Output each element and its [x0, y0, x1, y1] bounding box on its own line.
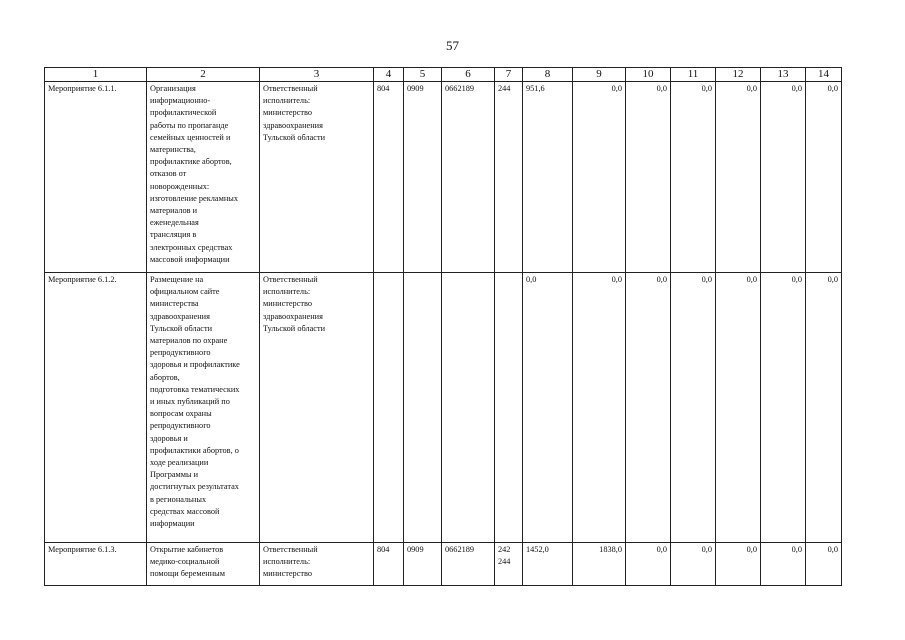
cell-line: информационно- [150, 96, 211, 106]
event-cell: Мероприятие 6.1.1. [45, 82, 147, 273]
cell-c13: 0,0 [761, 543, 806, 586]
cell-c5: 0909 [404, 82, 442, 273]
cell-c9: 0,0 [573, 273, 626, 543]
cell-line: Ответственный [263, 275, 318, 284]
executor-cell [260, 543, 374, 586]
col-header: 14 [806, 68, 842, 82]
cell-line: ходе реализации [150, 458, 209, 468]
cell-c9: 1838,0 [573, 543, 626, 586]
cell-c8: 1452,0 [523, 543, 573, 586]
cell-line: абортов, [150, 372, 180, 382]
cell-line: отказов от [150, 169, 187, 179]
cell-line: еженедельная [150, 218, 199, 228]
cell-line: Тульской области [263, 132, 326, 142]
cell-line: новорожденных: [150, 181, 210, 191]
table-row [45, 543, 842, 586]
col-header: 5 [404, 68, 442, 82]
cell-c12: 0,0 [716, 273, 761, 543]
cell-line: профилактике абортов, [150, 157, 232, 167]
cell-c4 [374, 273, 404, 543]
cell-line: официальном сайте [150, 287, 220, 297]
cell-line: репродуктивного [150, 348, 211, 358]
cell-line: Размещение на [150, 275, 204, 284]
cell-line: достигнутых результатах [150, 482, 239, 492]
cell-c11: 0,0 [671, 273, 716, 543]
cell-line: Тульской области [150, 323, 213, 333]
cell-line: репродуктивного [150, 421, 211, 431]
cell-line: Программы и [150, 470, 199, 480]
table-row [45, 82, 842, 273]
cell-c5: 0909 [404, 543, 442, 586]
cell-c10: 0,0 [626, 543, 671, 586]
cell-line: исполнитель: [263, 287, 311, 297]
cell-line: Ответственный [263, 84, 318, 93]
cell-line: электронных средствах [150, 242, 233, 252]
cell-line: и иных публикаций по [150, 397, 230, 407]
cell-c14: 0,0 [806, 82, 842, 273]
cell-c14: 0,0 [806, 543, 842, 586]
cell-line: подготовка тематических [150, 384, 240, 394]
cell-line: здоровья и [150, 433, 188, 443]
cell-line: трансляция в [150, 230, 197, 240]
page-number: 57 [446, 38, 459, 53]
cell-c9: 0,0 [573, 82, 626, 273]
cell-c6: 0662189 [442, 543, 495, 586]
col-header: 4 [374, 68, 404, 82]
cell-line: информации [150, 519, 195, 529]
col-header: 7 [495, 68, 523, 82]
cell-c5 [404, 273, 442, 543]
cell-line: исполнитель: [263, 557, 311, 567]
cell-line: министерства [150, 299, 199, 309]
cell-line: 242 [498, 545, 511, 554]
col-header: 1 [45, 68, 147, 82]
cell-line: массовой информации [150, 254, 230, 264]
cell-line: министерство [263, 569, 313, 579]
cell-line: средствах массовой [150, 506, 220, 516]
col-header: 2 [147, 68, 260, 82]
col-header: 9 [573, 68, 626, 82]
cell-line: профилактической [150, 108, 217, 118]
table-row [45, 273, 842, 543]
col-header: 3 [260, 68, 374, 82]
cell-c13: 0,0 [761, 82, 806, 273]
cell-c8: 0,0 [523, 273, 573, 543]
header-row [45, 68, 842, 82]
event-name-cell [147, 273, 260, 543]
cell-line: Тульской области [263, 323, 326, 333]
col-header: 11 [671, 68, 716, 82]
cell-c10: 0,0 [626, 273, 671, 543]
cell-line: материнства, [150, 145, 196, 155]
cell-line: Ответственный [263, 545, 318, 554]
cell-line: вопросам охраны [150, 409, 212, 419]
cell-line: помощи беременным [150, 569, 225, 579]
cell-c7 [495, 543, 523, 586]
cell-line: Открытие кабинетов [150, 545, 224, 554]
cell-line: 244 [498, 557, 511, 567]
cell-line: министерство [263, 108, 313, 118]
executor-cell [260, 82, 374, 273]
col-header: 10 [626, 68, 671, 82]
event-name-cell [147, 543, 260, 586]
cell-c13: 0,0 [761, 273, 806, 543]
cell-line: министерство [263, 299, 313, 309]
cell-c4: 804 [374, 82, 404, 273]
cell-line: семейных ценностей и [150, 132, 231, 142]
cell-line: материалов и [150, 206, 198, 216]
cell-line: здравоохранения [263, 120, 323, 130]
cell-line: профилактики абортов, о [150, 445, 239, 455]
cell-line: работы по пропаганде [150, 120, 229, 130]
col-header: 8 [523, 68, 573, 82]
cell-line: здоровья и профилактике [150, 360, 240, 370]
cell-c11: 0,0 [671, 543, 716, 586]
col-header: 12 [716, 68, 761, 82]
cell-c11: 0,0 [671, 82, 716, 273]
col-header: 6 [442, 68, 495, 82]
executor-cell [260, 273, 374, 543]
col-header: 13 [761, 68, 806, 82]
cell-c6 [442, 273, 495, 543]
cell-c7: 244 [495, 82, 523, 273]
cell-line: изготовление рекламных [150, 193, 238, 203]
cell-c4: 804 [374, 543, 404, 586]
cell-line: здравоохранения [263, 311, 323, 321]
cell-c8: 951,6 [523, 82, 573, 273]
cell-c10: 0,0 [626, 82, 671, 273]
event-cell: Мероприятие 6.1.3. [45, 543, 147, 586]
cell-c12: 0,0 [716, 543, 761, 586]
event-name-cell [147, 82, 260, 273]
cell-line: Организация [150, 84, 196, 93]
cell-c12: 0,0 [716, 82, 761, 273]
cell-line: медико-социальной [150, 557, 220, 567]
cell-line: в региональных [150, 494, 207, 504]
cell-c7 [495, 273, 523, 543]
cell-line: материалов по охране [150, 336, 228, 346]
budget-table [44, 67, 842, 586]
cell-c14: 0,0 [806, 273, 842, 543]
cell-c6: 0662189 [442, 82, 495, 273]
cell-line: исполнитель: [263, 96, 311, 106]
cell-line: здравоохранения [150, 311, 210, 321]
event-cell: Мероприятие 6.1.2. [45, 273, 147, 543]
